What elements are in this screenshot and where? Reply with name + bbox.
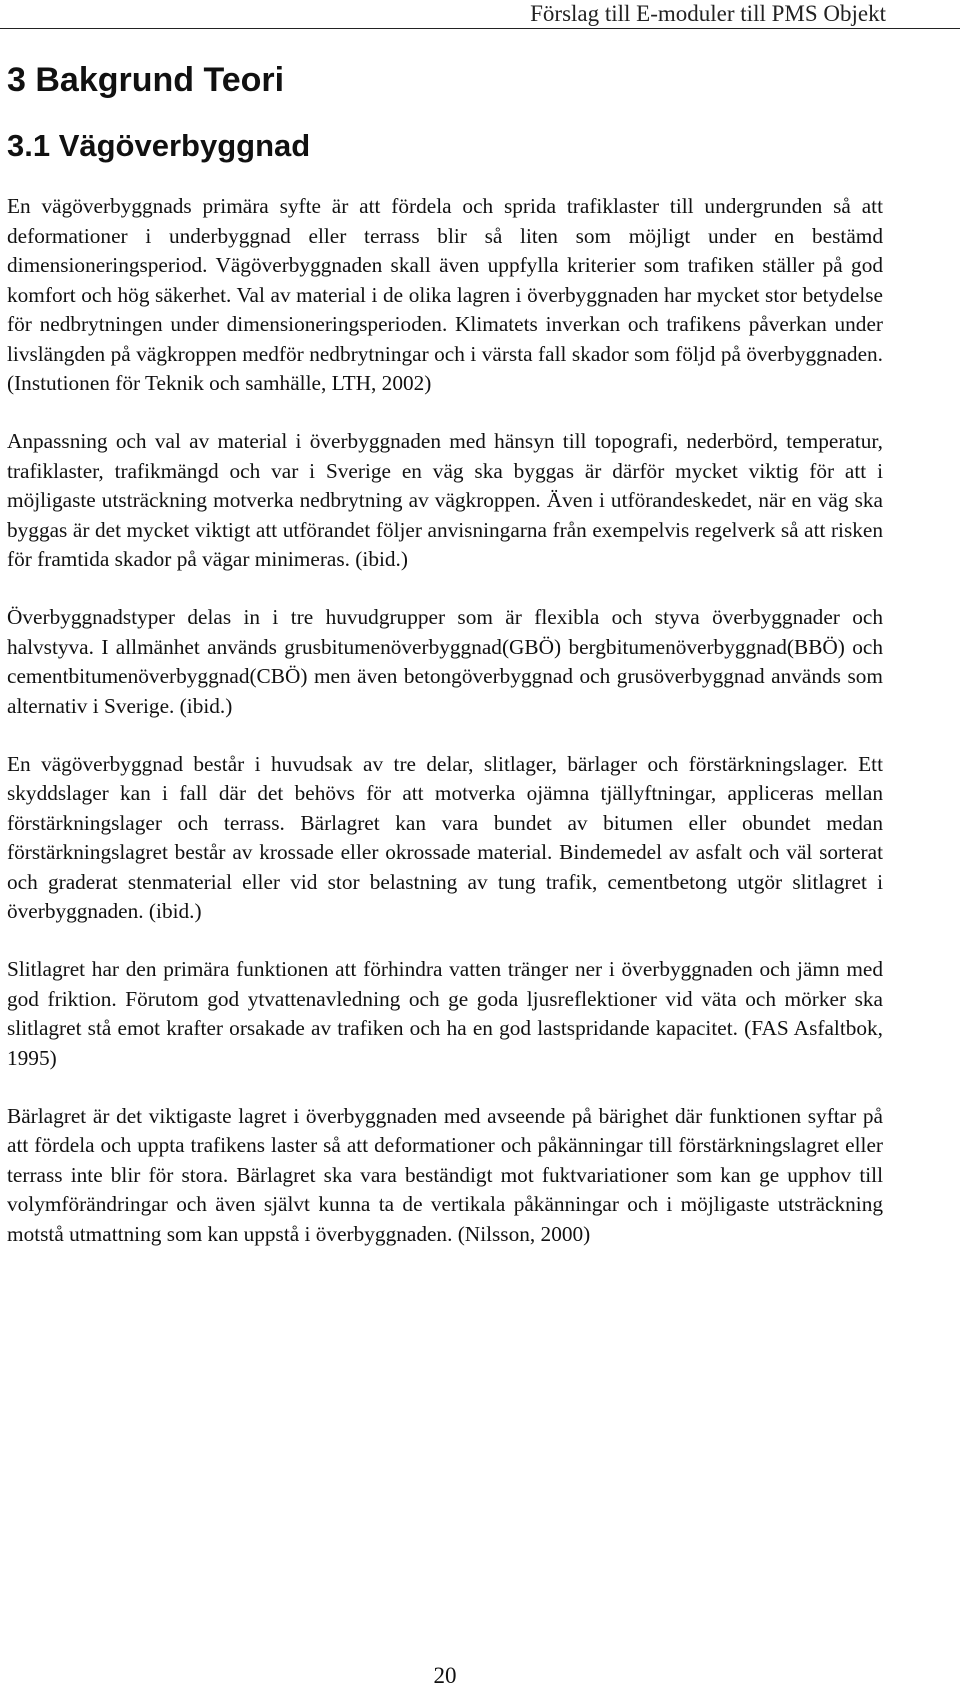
page-body: [7, 58, 883, 1249]
running-header-title: Förslag till E-moduler till PMS Objekt: [530, 1, 886, 26]
section-heading: 3.1 Vägöverbyggnad: [7, 128, 311, 163]
paragraph: En vägöverbyggnad består i huvudsak av tre delar, slitlager, bärlager och förstärkningslager. Ett skyddslager kan i fall där det behövs för att motverka ojämna tjällyftningar, appliceras mellan förstärkningslager och terrass. Bärlagret kan vara bundet av bitumen eller obundet medan förstärkningslagret består av krossade eller okrossade material. Bindemedel av asfalt och väl sorterat och graderat stenmaterial eller vid stor belastning av tung trafik, cementbetong utgör slitlagret i överbyggnaden. (ibid.): [7, 751, 883, 924]
paragraph: En vägöverbyggnads primära syfte är att fördela och sprida trafiklaster till undergrunden så att deformationer i underbyggnad eller terrass blir så liten som möjligt under en bestämd dimensioneringsperiod. Vägöverbyggnaden skall även uppfylla kriterier som trafiken ställer på god komfort och hög säkerhet. Val av material i de olika lagren i överbyggnaden har mycket stor betydelse för nedbrytningen under dimensioneringsperioden. Klimatets inverkan och trafikens påverkan under livslängden på vägkroppen medför nedbrytningar och i värsta fall skador som följd på överbyggnaden. (Instutionen för Teknik och samhälle, LTH, 2002): [7, 194, 883, 395]
paragraph: Slitlagret har den primära funktionen att förhindra vatten tränger ner i överbyggnaden och jämn med god friktion. Förutom god ytvattenavledning och ge goda ljusreflektioner vid väta och mörker ska slitlagret stå emot krafter orsakade av trafiken och ha en god lastspridande kapacitet. (FAS Asfaltbok, 1995): [7, 957, 883, 1070]
page-number: 20: [433, 1663, 457, 1688]
running-header: [0, 0, 960, 29]
chapter-heading: 3 Bakgrund Teori: [7, 61, 285, 99]
paragraph: Överbyggnadstyper delas in i tre huvudgrupper som är flexibla och styva överbyggnader och halvstyva. I allmänhet används grusbitumenöverbyggnad(GBÖ) bergbitumenöverbyggnad(BBÖ) och cementbitumenöverbyggnad(CBÖ) men även betongöverbyggnad och grusöverbyggnad används som alternativ i Sverige. (ibid.): [7, 605, 883, 718]
paragraph: Anpassning och val av material i överbyggnaden med hänsyn till topografi, nederbörd, temperatur, trafiklaster, trafikmängd och var i Sverige en väg ska byggas är därför mycket viktig för att i möjligaste utsträckning motverka nedbrytning av vägkroppen. Även i utförandeskedet, när en väg ska byggas är det mycket viktigt att utförandet följer anvisningarna från exempelvis regelverk så att risken för framtida skador på vägar minimeras. (ibid.): [7, 429, 883, 572]
paragraph: Bärlagret är det viktigaste lagret i överbyggnaden med avseende på bärighet där funktionen syftar på att fördela och uppta trafikens laster så att deformationer och påkänningar till förstärkningslagret eller terrass inte blir för stora. Bärlagret ska vara beständigt mot fuktvariationer som kan ge upphov till volymförändringar och även självt kunna ta de vertikala påkänningar och i möjligaste utsträckning motstå utmattning som kan uppstå i överbyggnaden. (Nilsson, 2000): [7, 1103, 883, 1246]
